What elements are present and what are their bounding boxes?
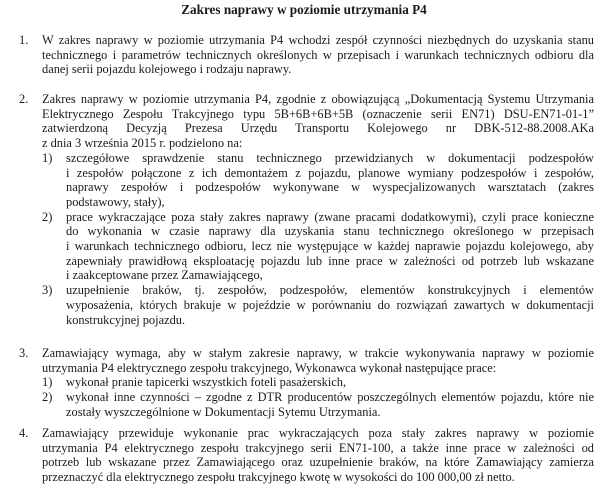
section-text: [42, 346, 594, 420]
text-line: zatwierdzoną Decyzją Prezesa Urzędu Transportu Kolejowego nr DBK-512-88.2008.AKa: [42, 121, 594, 136]
text-line: Zakres naprawy w poziomie utrzymania P4, zgodnie z obowiązującą „Dokumentacją Systemu Utrzymania: [42, 92, 594, 106]
subitem-number: 2): [42, 390, 53, 405]
text-line: konstrukcyjnej pojazdu.: [66, 312, 186, 327]
text-line: utrzymania P4 elektrycznego zespołu trakcyjnego serii EN71-100, a także inne prace w zależności od: [42, 440, 594, 455]
text-line: wykonał pranie tapicerki wszystkich foteli pasażerskich,: [66, 375, 347, 390]
section-text: [42, 426, 594, 485]
subitem-2: [42, 210, 594, 284]
text-line: danej serii pojazdu kolejowego i rodzaju naprawy.: [42, 62, 292, 77]
text-line: prace wykraczające poza stały zakres naprawy (zwane pracami dodatkowymi), czyli prace konieczne: [66, 209, 594, 224]
text-line: Zamawiający wymaga, aby w stałym zakresie naprawy, w trakcie wykonywania naprawy w poziomie: [42, 346, 594, 360]
subitem-1: [42, 151, 594, 210]
section-text: [42, 92, 594, 327]
text-line: W zakres naprawy w poziomie utrzymania P4 wchodzi zespół czynności niezbędnych do uzyskania stanu: [42, 33, 594, 47]
text-line: uzupełnienie braków, tj. zespołów, podzespołów, elementów konstrukcyjnych i elementów: [66, 283, 594, 298]
section-number: 3.: [19, 346, 29, 360]
section-number: 2.: [19, 92, 29, 106]
subitem-number: 1): [42, 150, 53, 165]
text-line: szczegółowe sprawdzenie stanu technicznego przewidzianych w dokumentacji podzespołów: [66, 150, 594, 165]
text-line: potrzeb lub wskazane przez Zamawiającego oraz uzupełnienie braków, na które Zamawiający zamierza: [42, 455, 594, 470]
subitem-3: [42, 283, 594, 327]
text-line: do wykonania w czasie naprawy dla uzyskania stanu technicznego określonego w przepisach: [66, 224, 594, 239]
text-line: i zespołów połączone z ich demontażem z pojazdu, planowe wymiany podzespołów i zespołów,: [66, 165, 594, 180]
text-line: Elektrycznego Zespołu Trakcyjnego typu 5B+6B+6B+5B (oznaczenie serii EN71) DSU-EN71-01-1”: [42, 106, 594, 121]
text-line: naprawy zespołów i podzespołów wykonywane w wyspecjalizowanych warsztatach (zakres: [66, 180, 594, 195]
subitem-number: 2): [42, 209, 53, 224]
text-line: wyposażenia, których brakuje w pojeździe w porównaniu do rozwiązań zawartych w dokumentacji: [66, 297, 594, 312]
text-line: z dnia 3 września 2015 r. podzielono na:: [42, 136, 243, 151]
text-line: i zaakceptowane przez Zamawiającego,: [66, 268, 263, 283]
text-line: zostały wyszczególnione w Dokumentacji Sytemu Utrzymania.: [66, 404, 381, 419]
subitem-number: 1): [42, 375, 53, 390]
text-line: przeznaczyć dla elektrycznego zespołu trakcyjnego kwotę w wysokości do 100 000,00 zł netto.: [42, 470, 515, 485]
text-line: Zamawiający przewiduje wykonanie prac wykraczających poza stały zakres naprawy w poziomie: [42, 426, 594, 440]
document-title: Zakres naprawy w poziomie utrzymania P4: [181, 2, 427, 17]
section-number: 1.: [19, 33, 29, 47]
text-line: i warunkach technicznego odbioru, lecz nie występujące w każdej naprawie pojazdu kolejowego, aby: [66, 239, 594, 254]
text-line: technicznego i parametrów technicznych określonych w przepisach i warunkach technicznych odbioru dla: [42, 47, 594, 62]
text-line: wykonał inne czynności – zgodne z DTR producentów poszczególnych elementów pojazdu, które nie: [66, 390, 594, 405]
text-line: podstawowy, stały),: [66, 194, 165, 209]
section-text: [42, 33, 594, 77]
section-number: 4.: [19, 426, 29, 440]
subitem-1: [42, 375, 594, 390]
subitem-number: 3): [42, 283, 53, 298]
text-line: utrzymania P4 elektrycznego zespołu trakcyjnego, Wykonawca wykonał następujące prace:: [42, 360, 497, 375]
subitem-2: [42, 390, 594, 419]
text-line: zapewniały prawidłową eksploatację pojazdu lub inne prace w zależności od potrzeb lub wskazane: [66, 253, 594, 268]
